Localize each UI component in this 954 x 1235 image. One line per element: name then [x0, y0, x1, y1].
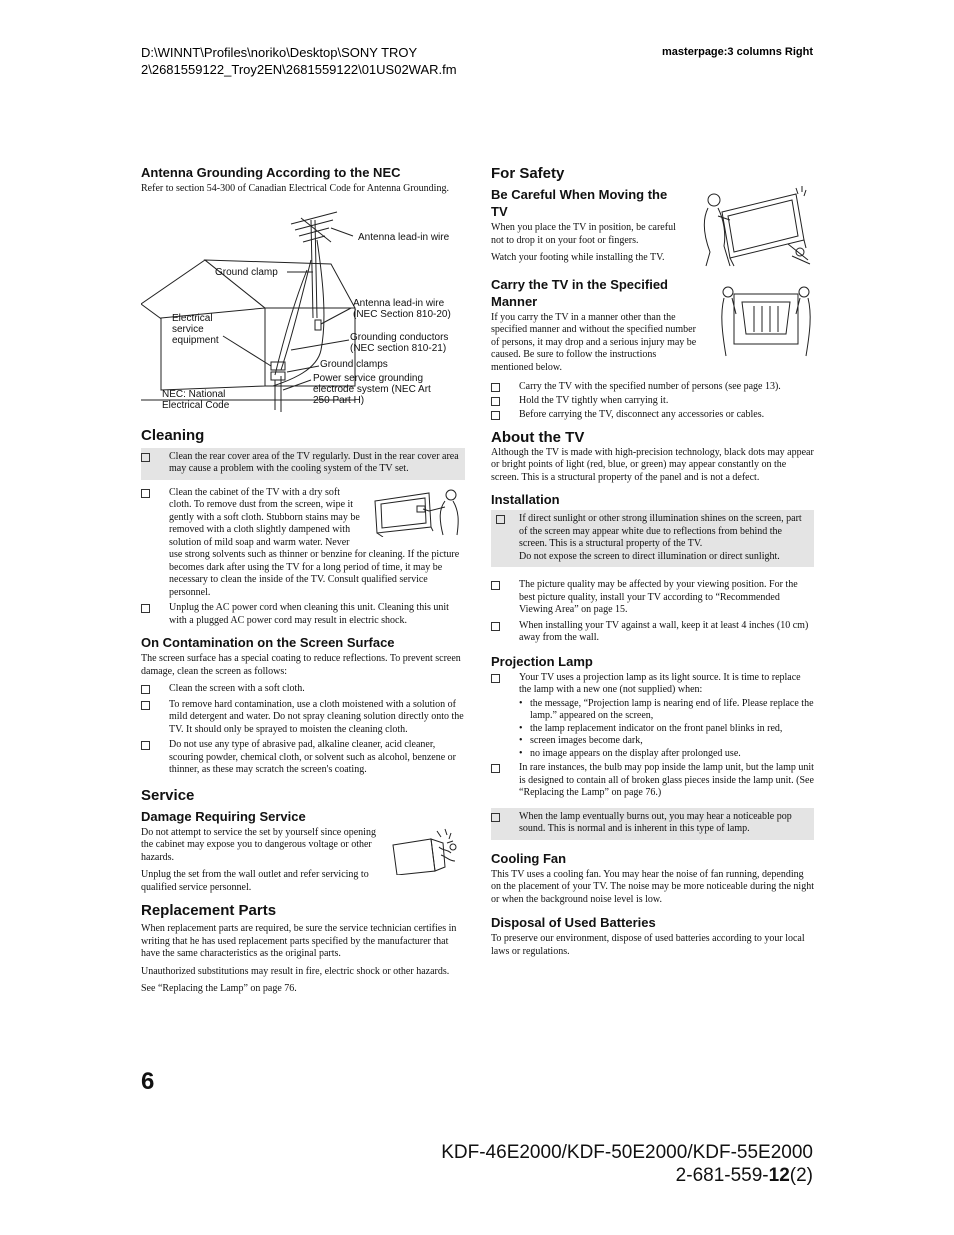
damage-line: qualified service personnel. [141, 881, 252, 893]
tv-hazard-illustration [391, 827, 461, 875]
cleaning-item-1-line: removed with a cloth slightly dampened with [169, 524, 351, 535]
label-line: (NEC section 810-21) [350, 342, 447, 354]
installation-item [491, 579, 814, 617]
installation-note [491, 510, 814, 567]
damage-line: Unplug the set from the wall outlet and refer servicing to [141, 869, 369, 880]
file-path-line-1: D:\WINNT\Profiles\noriko\Desktop\SONY TROY [141, 45, 418, 60]
antenna-grounding-diagram [141, 200, 465, 422]
checkbox-icon [141, 741, 150, 750]
label-electrical-service [172, 313, 219, 346]
cleaning-note-item [141, 451, 459, 476]
about-heading: About the TV [491, 428, 585, 446]
label-line: Grounding conductors [350, 331, 449, 343]
contamination-item [141, 683, 465, 696]
carry-line: If you carry the TV in a manner other than the [491, 311, 676, 323]
carry-line: mentioned below. [491, 361, 563, 373]
carry-item [491, 395, 814, 408]
cleaning-item-2-text: Unplug the AC power cord when cleaning this unit. Cleaning this unit with a plugged AC power cord may result in electric shock. [169, 602, 449, 626]
installation-item-text: When installing your TV against a wall, keep it at least 4 inches (10 cm) away from the wall. [519, 619, 809, 643]
masterpage-label: masterpage:3 columns Right [662, 46, 813, 58]
checkbox-icon [491, 674, 500, 683]
contamination-item [141, 699, 465, 737]
replacement-heading: Replacement Parts [141, 902, 277, 919]
moving-tv-illustration [696, 186, 814, 270]
label-grounding-conductors [350, 332, 448, 354]
left-column [141, 164, 465, 1001]
label-line: service [172, 323, 204, 335]
contamination-item-text: To remove hard contamination, use a cloth moistened with a solution of mild detergent and water. Do not spray cleaning solution directly onto the TV. It should only be sprayed to moisten the cleaning cloth. [169, 698, 464, 735]
damage-section [141, 827, 465, 895]
antenna-heading: Antenna Grounding According to the NEC [141, 165, 401, 180]
about-text: Although the TV is made with high-precision technology, black dots may appear or bright points of light (red, blue, or green) may appear constantly on the screen. This is a structural property of the panel and is not a defect. [491, 446, 814, 483]
moving-p2: Watch your footing while installing the TV. [491, 252, 665, 263]
moving-line: When you place the TV in position, be careful [491, 222, 676, 233]
installation-note-item [496, 513, 808, 563]
lamp-note-item [491, 811, 808, 836]
label-ground-clamps: Ground clamps [320, 358, 388, 370]
label-line: Electrical Code [162, 399, 230, 411]
lamp-item-1 [491, 672, 814, 697]
batteries-text: To preserve our environment, dispose of used batteries according to your local laws or regulations. [491, 933, 805, 957]
lamp-item-2 [491, 762, 814, 800]
cleaning-item-1-line: gently with a soft cloth. Stubborn stains may be [169, 511, 360, 523]
tv-cleaning-illustration [373, 487, 465, 537]
moving-section [491, 186, 814, 265]
cooling-text: This TV uses a cooling fan. You may hear the noise of fan running, depending on the placement of your TV. The noise may be more noticeable during the night or when the background noise level is low. [491, 868, 814, 905]
checkbox-icon [491, 622, 500, 631]
code-suffix: (2) [789, 1165, 813, 1186]
batteries-heading: Disposal of Used Batteries [491, 915, 656, 930]
cleaning-item-2 [141, 602, 465, 627]
moving-heading-line: TV [491, 204, 508, 219]
checkbox-icon [491, 813, 500, 822]
installation-note-text: Do not expose the screen to direct illumination or direct sunlight. [519, 550, 780, 562]
label-line: (NEC Section 810-20) [353, 308, 451, 320]
label-antenna-lead-in: Antenna lead-in wire [358, 231, 450, 243]
cleaning-item-1-line: Clean the cabinet of the TV with a dry soft [169, 486, 340, 498]
label-line: NEC: National [162, 388, 226, 400]
model-numbers: KDF-46E2000/KDF-50E2000/KDF-55E2000 [441, 1142, 813, 1163]
antenna-text: Refer to section 54-300 of Canadian Electrical Code for Antenna Grounding. [141, 183, 449, 194]
lamp-conditions [491, 698, 814, 761]
carry-section [491, 276, 814, 422]
checkbox-icon [141, 489, 150, 498]
page-number: 6 [141, 1068, 155, 1095]
contamination-item-text: Do not use any type of abrasive pad, alkaline cleaner, acid cleaner, scouring powder, chemical cloth, or solvent such as alcohol, benzene or thinner, as these may scratch the screen's coating. [169, 739, 457, 775]
moving-line: not to drop it on your foot or fingers. [491, 234, 639, 246]
checkbox-icon [496, 515, 505, 524]
carry-item-text: Carry the TV with the specified number of persons (see page 13). [519, 381, 781, 392]
label-line: electrode system (NEC Art [313, 383, 431, 395]
checkbox-icon [491, 411, 500, 420]
carry-line: specified manner and without the specified number [491, 324, 696, 335]
safety-heading: For Safety [491, 165, 565, 182]
label-line: 250 Part H) [313, 394, 365, 406]
cleaning-item-1-rest: use strong solvents such as thinner or benzine for cleaning. If the picture becomes dark after using the TV for a long period of time, it may be necessary to clean the inside of the TV. Consult qualified service personnel. [169, 549, 460, 598]
cleaning-item-1-line: solution of mild soap and warm water. Never [169, 536, 350, 548]
lamp-condition: • screen images become dark, [519, 735, 814, 748]
contamination-heading: On Contamination on the Screen Surface [141, 635, 395, 650]
code-bold: 12 [768, 1165, 790, 1186]
installation-note-text: If direct sunlight or other strong illumination shines on the screen, part of the screen may appear white due to reflections from behind the screen. This is a structural property of the TV. [519, 513, 802, 549]
checkbox-icon [491, 764, 500, 773]
damage-line: hazards. [141, 851, 175, 863]
installation-heading: Installation [491, 492, 560, 507]
lamp-heading: Projection Lamp [491, 653, 593, 669]
checkbox-icon [141, 685, 150, 694]
lamp-item-text: In rare instances, the bulb may pop inside the lamp unit, but the lamp unit is designed to contain all of broken glass pieces inside the lamp unit. (See “Replacing the Lamp” on page 76.) [519, 762, 814, 798]
label-line: Power service grounding [313, 372, 424, 384]
label-power-service [313, 373, 431, 406]
damage-heading: Damage Requiring Service [141, 808, 306, 824]
cleaning-note [141, 448, 465, 480]
lamp-item-text: Your TV uses a projection lamp as its light source. It is time to replace the lamp with a new one (not supplied) when: [519, 671, 801, 695]
replacement-p3: See “Replacing the Lamp” on page 76. [141, 983, 297, 994]
document-code [676, 1164, 813, 1188]
carry-item [491, 409, 814, 422]
checkbox-icon [491, 397, 500, 406]
carry-heading-line: Carry the TV in the Specified [491, 276, 668, 292]
carry-item-text: Hold the TV tightly when carrying it. [519, 395, 669, 406]
replacement-p2: Unauthorized substitutions may result in fire, electric shock or other hazards. [141, 965, 450, 977]
carry-item [491, 381, 814, 394]
label-line: Antenna lead-in wire [353, 297, 445, 309]
installation-item-text: The picture quality may be affected by your viewing position. For the best picture quality, install your TV according to “Recommended Viewing Area” on page 15. [519, 579, 798, 615]
installation-item [491, 620, 814, 645]
cooling-heading: Cooling Fan [491, 850, 567, 866]
lamp-condition: • no image appears on the display after prolonged use. [519, 748, 814, 761]
carry-item-text: Before carrying the TV, disconnect any accessories or cables. [519, 409, 765, 420]
carry-line: caused. Be sure to follow the instructions [491, 349, 657, 360]
right-column [491, 164, 814, 963]
checkbox-icon [141, 701, 150, 710]
cleaning-item-1-line: cloth. To remove dust from the screen, wipe it [169, 499, 354, 510]
moving-heading-line: Be Careful When Moving the [491, 187, 668, 202]
label-ground-clamp: Ground clamp [215, 266, 278, 278]
contamination-item [141, 739, 465, 777]
label-nec [162, 389, 229, 411]
carrying-tv-illustration [718, 284, 814, 358]
checkbox-icon [141, 604, 150, 613]
contamination-intro: The screen surface has a special coating to reduce reflections. To prevent screen damage, clean the screen as follows: [141, 653, 461, 677]
checkbox-icon [141, 453, 150, 462]
contamination-item-text: Clean the screen with a soft cloth. [169, 683, 305, 694]
label-lead-in-nec [353, 298, 451, 320]
checkbox-icon [491, 383, 500, 392]
carry-line: of persons, it may drop and a serious injury may be [491, 336, 697, 348]
label-line: Electrical [172, 312, 213, 324]
file-path-line-2: 2\2681559122_Troy2EN\2681559122\01US02WAR.fm [141, 62, 457, 77]
lamp-condition: • the message, “Projection lamp is nearing end of life. Please replace the lamp.” appeared on the screen, [519, 698, 814, 723]
file-path [141, 44, 457, 78]
checkbox-icon [491, 581, 500, 590]
code-prefix: 2-681-559- [675, 1165, 769, 1186]
cleaning-item-1 [141, 487, 465, 600]
lamp-note [491, 808, 814, 840]
cleaning-heading: Cleaning [141, 426, 205, 444]
lamp-note-text: When the lamp eventually burns out, you may hear a noticeable pop sound. This is normal and is inherent in this type of lamp. [519, 810, 792, 834]
lamp-condition: • the lamp replacement indicator on the front panel blinks in red, [519, 723, 814, 736]
damage-line: the cabinet may expose you to dangerous voltage or other [141, 839, 372, 850]
carry-heading-line: Manner [491, 293, 538, 309]
label-line: equipment [172, 334, 219, 346]
damage-line: Do not attempt to service the set by yourself since opening [141, 826, 376, 838]
service-heading: Service [141, 786, 195, 804]
replacement-p1: When replacement parts are required, be sure the service technician certifies in writing that he has used replacement parts specified by the manufacturer that have the same characteristics as the original parts. [141, 923, 457, 959]
cleaning-note-text: Clean the rear cover area of the TV regularly. Dust in the rear cover area may cause a problem with the cooling system of the TV set. [169, 450, 459, 474]
